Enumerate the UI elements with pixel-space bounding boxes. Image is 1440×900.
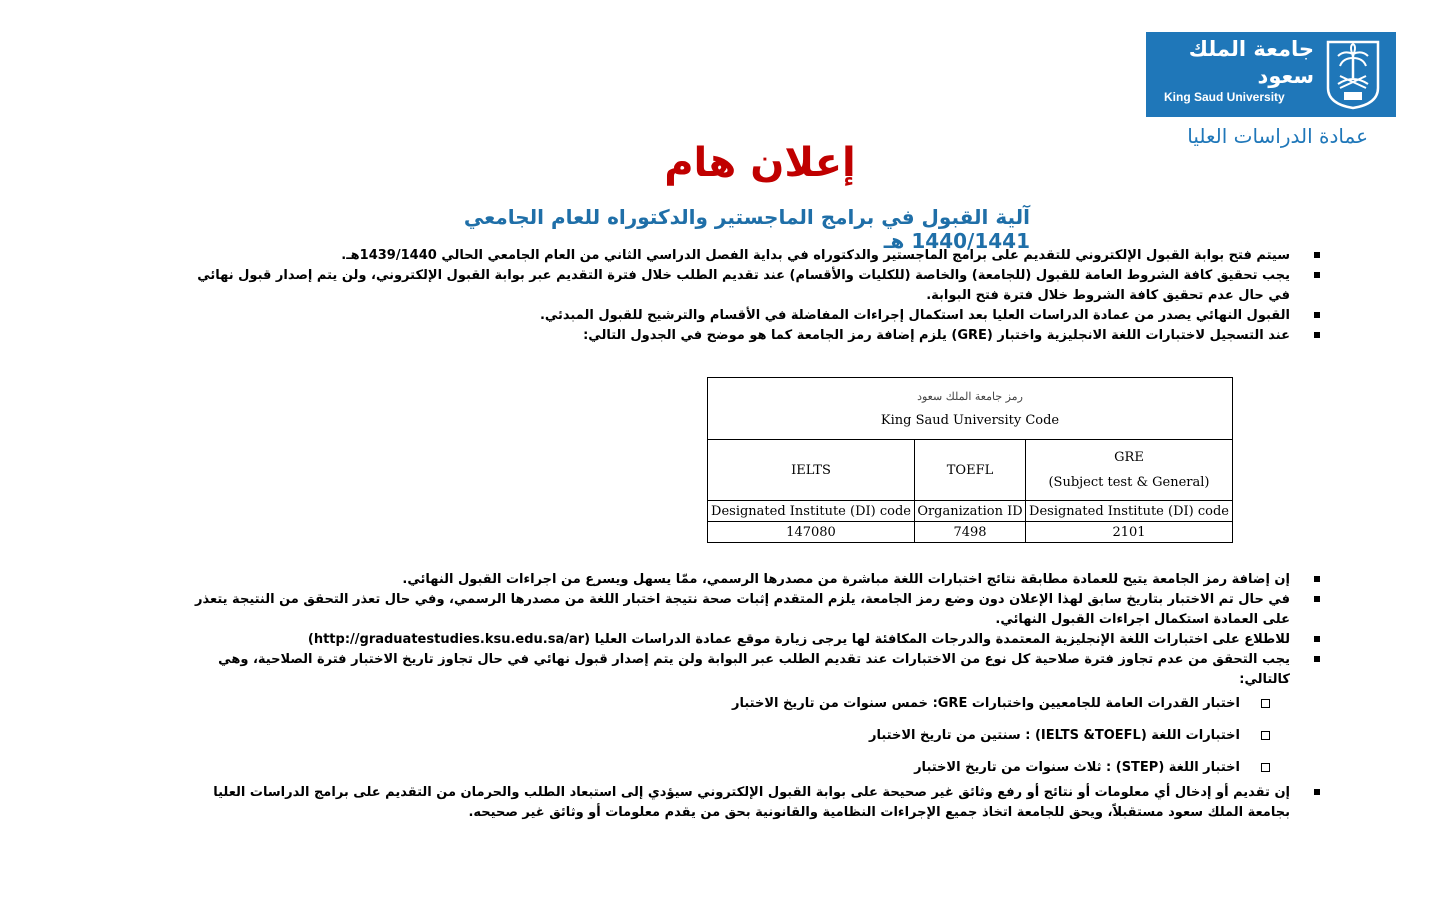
square-bullet-icon (1314, 252, 1320, 258)
test-ielts: IELTS (708, 440, 915, 501)
list-item: في حال تم الاختبار بتاريخ سابق لهذا الإعلان دون وضع رمز الجامعة، يلزم المتقدم إثبات صحة نتيجة اختبار اللغة من مصدرها الرسمي، وفي حال تعذر التحقق من النتيجة يتعذر على العمادة استكمال اجراءات القبول النهائي. (195, 590, 1440, 630)
square-bullet-icon (1314, 789, 1320, 795)
list-item: إن تقديم أو إدخال أي معلومات أو نتائج أو رفع وثائق غير صحيحة على بوابة القبول الإلكتروني سيؤدي إلى استبعاد الطلب والحرمان من التقديم على برامج الدراسات العليا بجامعة الملك سعود مستقبلاً، ويحق للجامعة اتخاذ جميع الإجراءات النظامية والقانونية بحق من يقدم معلومات أو وثائق غير صحيحه. (195, 783, 1440, 823)
logo-name-ar: جامعة الملك سعود (1188, 37, 1314, 88)
intro-bullet-list (195, 246, 1440, 346)
list-item: سيتم فتح بوابة القبول الإلكتروني للتقديم على برامج الماجستير والدكتوراه في بداية الفصل الدراسي الثاني من العام الجامعي الحالي 1439/1440هـ. (195, 246, 1440, 266)
table-header (708, 378, 1233, 440)
toefl-code-label: Organization ID (915, 501, 1026, 522)
test-gre: GRE (Subject test & General) (1026, 440, 1233, 501)
list-item: اختبارات اللغة (IELTS &TOEFL) : سنتين من تاريخ الاختبار (600, 720, 1300, 752)
deanship-title: عمادة الدراسات العليا (1187, 124, 1368, 148)
palm-swords-emblem-icon (1322, 38, 1384, 110)
gre-code-label: Designated Institute (DI) code (1026, 501, 1233, 522)
list-item: إن إضافة رمز الجامعة يتيح للعمادة مطابقة نتائج اختبارات اللغة مباشرة من مصدرها الرسمي، ممّا يسهل ويسرع من اجراءات القبول النهائي. (195, 570, 1440, 590)
list-item: يجب التحقق من عدم تجاوز فترة صلاحية كل نوع من الاختبارات عند تقديم الطلب عبر البوابة ولن يتم إصدار قبول نهائي في حال تجاوز تاريخ الاختبار فترة الصلاحية، وهي كالتالي: (195, 650, 1440, 690)
gre-code-value: 2101 (1026, 522, 1233, 543)
ielts-code-label: Designated Institute (DI) code (708, 501, 915, 522)
square-bullet-icon (1314, 596, 1320, 602)
logo-name-en: King Saud University (1164, 90, 1285, 104)
warning-bullet-list (195, 783, 1440, 823)
list-item: اختبار القدرات العامة للجامعيين واختبارات GRE: خمس سنوات من تاريخ الاختبار (600, 688, 1300, 720)
table-header-en: King Saud University Code (880, 412, 1060, 428)
square-bullet-icon (1314, 332, 1320, 338)
square-bullet-icon (1314, 636, 1320, 642)
page-subtitle: آلية القبول في برامج الماجستير والدكتوراه للعام الجامعي 1440/1441 هـ (463, 205, 1030, 253)
list-item: عند التسجيل لاختبارات اللغة الانجليزية واختبار (GRE) يلزم إضافة رمز الجامعة كما هو موضح في الجدول التالي: (195, 326, 1440, 346)
list-item: للاطلاع على اختبارات اللغة الإنجليزية المعتمدة والدرجات المكافئة لها يرجى زيارة موقع عمادة الدراسات العليا (http://graduatestudies.ksu.edu.sa/ar) (195, 630, 1440, 650)
ksu-logo (1146, 32, 1396, 117)
ielts-code-value: 147080 (708, 522, 915, 543)
square-bullet-icon (1314, 656, 1320, 662)
page-title: إعلان هام (664, 140, 856, 186)
test-toefl: TOEFL (915, 440, 1026, 501)
list-item: يجب تحقيق كافة الشروط العامة للقبول (للجامعة) والخاصة (للكليات والأقسام) عند تقديم الطلب خلال فترة التقديم عبر بوابة القبول الإلكتروني، ولن يتم إصدار قبول نهائي في حال عدم تحقيق كافة الشروط خلال فترة فتح البوابة. (195, 266, 1440, 306)
checkbox-bullet-icon (1261, 699, 1270, 708)
square-bullet-icon (1314, 312, 1320, 318)
list-item: اختبار اللغة (STEP) : ثلاث سنوات من تاريخ الاختبار (600, 752, 1300, 784)
validity-list (600, 688, 1300, 784)
square-bullet-icon (1314, 272, 1320, 278)
details-bullet-list (195, 570, 1440, 690)
table-header-ar: رمز جامعة الملك سعود (917, 389, 1023, 403)
square-bullet-icon (1314, 576, 1320, 582)
university-codes-table (707, 377, 1233, 543)
checkbox-bullet-icon (1261, 763, 1270, 772)
toefl-code-value: 7498 (915, 522, 1026, 543)
checkbox-bullet-icon (1261, 731, 1270, 740)
list-item: القبول النهائي يصدر من عمادة الدراسات العليا بعد استكمال إجراءات المفاضلة في الأقسام والترشيح للقبول المبدئي. (195, 306, 1440, 326)
